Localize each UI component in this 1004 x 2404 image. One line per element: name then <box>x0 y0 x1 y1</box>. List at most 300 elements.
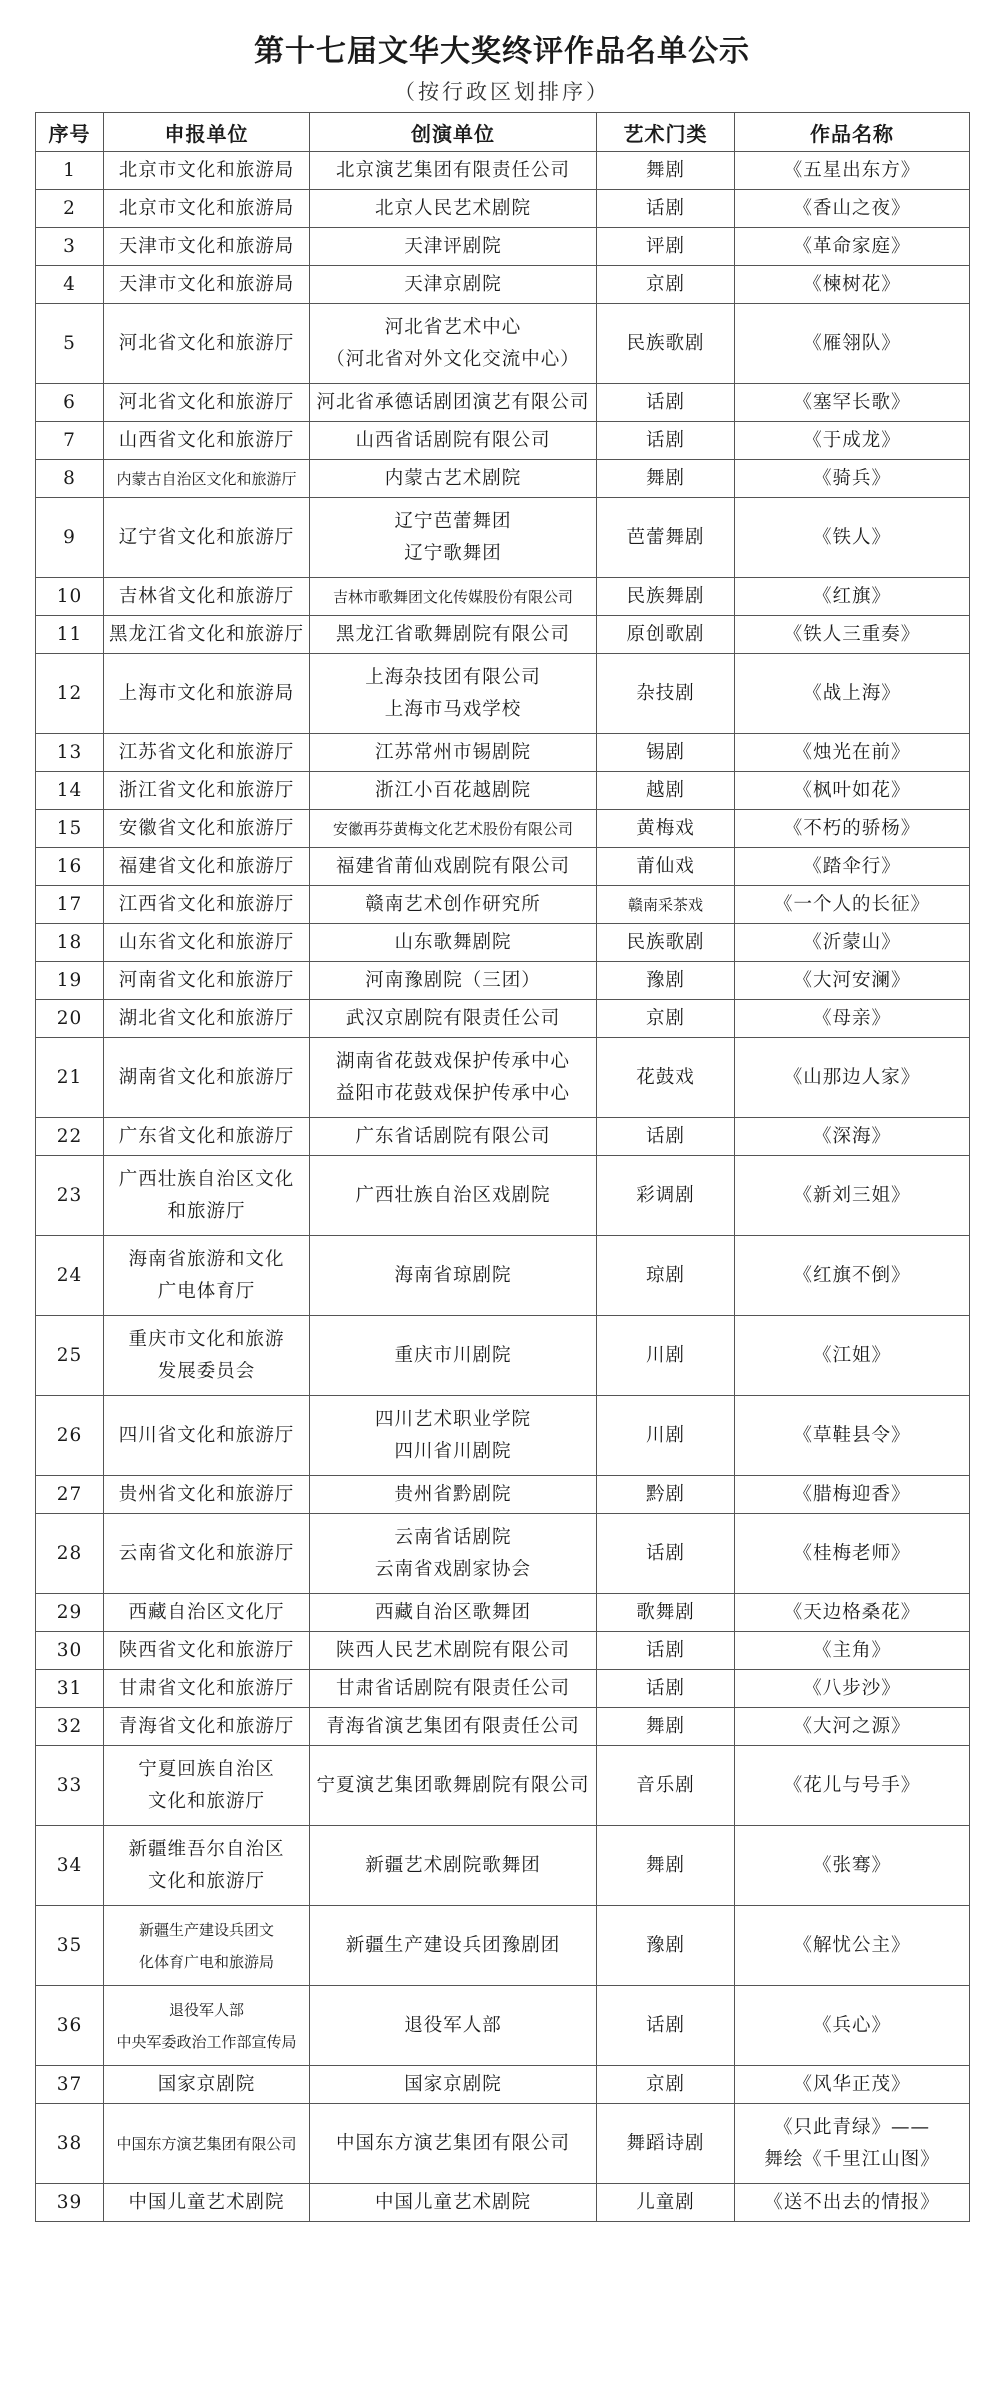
work-cell-line: 《塞罕长歌》 <box>793 391 911 413</box>
producer-cell-line: 武汉京剧院有限责任公司 <box>345 1007 561 1029</box>
work-cell-line: 《沂蒙山》 <box>803 931 901 953</box>
category-cell: 彩调剧 <box>597 1156 735 1236</box>
work-cell <box>735 1632 970 1670</box>
row-number: 2 <box>36 190 104 228</box>
producer-cell <box>310 616 597 654</box>
applicant-cell-line: 贵州省文化和旅游厅 <box>118 1483 295 1505</box>
category-cell: 越剧 <box>597 772 735 810</box>
producer-cell-line: 天津京剧院 <box>404 273 502 295</box>
row-number: 3 <box>36 228 104 266</box>
work-cell-line: 《红旗》 <box>812 585 891 607</box>
producer-cell-line: 西藏自治区歌舞团 <box>374 1601 531 1623</box>
applicant-cell <box>104 152 310 190</box>
work-cell-line: 《红旗不倒》 <box>793 1264 911 1286</box>
row-number: 37 <box>36 2066 104 2104</box>
category-cell: 锡剧 <box>597 734 735 772</box>
applicant-cell-line: 文化和旅游厅 <box>147 1870 265 1892</box>
producer-cell <box>310 848 597 886</box>
applicant-cell <box>104 228 310 266</box>
applicant-cell-line: 甘肃省文化和旅游厅 <box>118 1677 295 1699</box>
applicant-cell-line: 河北省文化和旅游厅 <box>118 332 295 354</box>
producer-cell <box>310 1986 597 2066</box>
producer-cell <box>310 304 597 384</box>
row-number: 28 <box>36 1514 104 1594</box>
category-cell: 话剧 <box>597 422 735 460</box>
producer-cell-line: 贵州省黔剧院 <box>394 1483 512 1505</box>
table-row <box>36 1708 970 1746</box>
row-number: 39 <box>36 2184 104 2222</box>
category-cell: 歌舞剧 <box>597 1594 735 1632</box>
producer-cell <box>310 1594 597 1632</box>
applicant-cell <box>104 460 310 498</box>
row-number: 23 <box>36 1156 104 1236</box>
applicant-cell-line: 文化和旅游厅 <box>147 1790 265 1812</box>
row-number: 11 <box>36 616 104 654</box>
work-cell <box>735 1156 970 1236</box>
work-cell-line: 《雁翎队》 <box>803 332 901 354</box>
applicant-cell-line: 吉林省文化和旅游厅 <box>118 585 295 607</box>
work-cell <box>735 2104 970 2184</box>
applicant-cell <box>104 1746 310 1826</box>
row-number: 32 <box>36 1708 104 1746</box>
producer-cell <box>310 654 597 734</box>
row-number: 8 <box>36 460 104 498</box>
table-row <box>36 460 970 498</box>
work-cell-line: 《江姐》 <box>812 1344 891 1366</box>
category-cell: 京剧 <box>597 1000 735 1038</box>
producer-cell <box>310 1826 597 1906</box>
applicant-cell-line: 湖北省文化和旅游厅 <box>118 1007 295 1029</box>
category-cell: 黔剧 <box>597 1476 735 1514</box>
category-cell: 话剧 <box>597 384 735 422</box>
category-cell: 赣南采茶戏 <box>597 886 735 924</box>
table-row <box>36 1826 970 1906</box>
category-cell: 话剧 <box>597 1670 735 1708</box>
applicant-cell-line: 云南省文化和旅游厅 <box>118 1542 295 1564</box>
producer-cell-line: 浙江小百花越剧院 <box>374 779 531 801</box>
producer-cell-line: 云南省戏剧家协会 <box>374 1558 531 1580</box>
table-row <box>36 2066 970 2104</box>
producer-cell-line: 四川艺术职业学院 <box>374 1408 531 1430</box>
producer-cell <box>310 1906 597 1986</box>
producer-cell-line: 赣南艺术创作研究所 <box>365 893 541 915</box>
producer-cell-line: 河南豫剧院（三团） <box>365 969 541 991</box>
work-cell <box>735 1476 970 1514</box>
category-cell: 评剧 <box>597 228 735 266</box>
table-row <box>36 422 970 460</box>
work-cell-line: 《八步沙》 <box>803 1677 901 1699</box>
applicant-cell <box>104 772 310 810</box>
work-cell-line: 舞绘《千里江山图》 <box>764 2148 940 2170</box>
producer-cell <box>310 1708 597 1746</box>
row-number: 35 <box>36 1906 104 1986</box>
header-work: 作品名称 <box>735 113 970 152</box>
applicant-cell-line: 北京市文化和旅游局 <box>118 197 295 219</box>
work-cell <box>735 228 970 266</box>
table-row <box>36 1670 970 1708</box>
producer-cell-line: 江苏常州市锡剧院 <box>374 741 531 763</box>
table-row <box>36 1236 970 1316</box>
applicant-cell-line: 山东省文化和旅游厅 <box>118 931 295 953</box>
category-cell: 舞剧 <box>597 152 735 190</box>
producer-cell <box>310 228 597 266</box>
applicant-cell-line: 和旅游厅 <box>167 1200 246 1222</box>
producer-cell-line: 吉林市歌舞团文化传媒股份有限公司 <box>332 587 573 606</box>
work-cell-line: 《腊梅迎香》 <box>793 1483 911 1505</box>
work-cell-line: 《大河安澜》 <box>793 969 911 991</box>
table-row <box>36 1316 970 1396</box>
applicant-cell <box>104 1316 310 1396</box>
work-cell <box>735 2184 970 2222</box>
applicant-cell-line: 广东省文化和旅游厅 <box>118 1125 295 1147</box>
producer-cell-line: 安徽再芬黄梅文化艺术股份有限公司 <box>332 819 573 838</box>
table-row <box>36 2184 970 2222</box>
applicant-cell-line: 广西壮族自治区文化 <box>118 1168 295 1190</box>
table-header-row <box>36 113 970 152</box>
applicant-cell-line: 发展委员会 <box>157 1360 256 1382</box>
work-cell-line: 《铁人三重奏》 <box>783 623 921 645</box>
producer-cell-line: 北京人民艺术剧院 <box>374 197 531 219</box>
applicant-cell <box>104 1986 310 2066</box>
row-number: 31 <box>36 1670 104 1708</box>
category-cell: 川剧 <box>597 1396 735 1476</box>
applicant-cell <box>104 422 310 460</box>
header-producer: 创演单位 <box>310 113 597 152</box>
row-number: 25 <box>36 1316 104 1396</box>
work-cell <box>735 654 970 734</box>
work-cell <box>735 1746 970 1826</box>
row-number: 13 <box>36 734 104 772</box>
table-row <box>36 1632 970 1670</box>
table-row <box>36 1000 970 1038</box>
work-cell-line: 《只此青绿》—— <box>773 2116 930 2138</box>
producer-cell <box>310 810 597 848</box>
work-cell-line: 《解忧公主》 <box>793 1934 911 1956</box>
row-number: 33 <box>36 1746 104 1826</box>
producer-cell-line: 益阳市花鼓戏保护传承中心 <box>335 1082 570 1104</box>
applicant-cell <box>104 1000 310 1038</box>
producer-cell <box>310 1632 597 1670</box>
row-number: 29 <box>36 1594 104 1632</box>
producer-cell-line: 重庆市川剧院 <box>394 1344 512 1366</box>
producer-cell-line: 山西省话剧院有限公司 <box>355 429 551 451</box>
work-cell <box>735 1986 970 2066</box>
producer-cell-line: 宁夏演艺集团歌舞剧院有限公司 <box>316 1774 590 1796</box>
producer-cell-line: 山东歌舞剧院 <box>394 931 512 953</box>
table-row <box>36 2104 970 2184</box>
applicant-cell <box>104 190 310 228</box>
work-cell <box>735 1826 970 1906</box>
work-cell <box>735 1316 970 1396</box>
producer-cell-line: 退役军人部 <box>404 2014 502 2036</box>
page-subtitle: （按行政区划排序） <box>394 80 610 104</box>
producer-cell-line: 四川省川剧院 <box>394 1440 512 1462</box>
producer-cell-line: 内蒙古艺术剧院 <box>384 467 522 489</box>
producer-cell <box>310 1396 597 1476</box>
applicant-cell <box>104 886 310 924</box>
row-number: 19 <box>36 962 104 1000</box>
work-cell <box>735 1236 970 1316</box>
applicant-cell-line: 新疆维吾尔自治区 <box>128 1838 285 1860</box>
producer-cell <box>310 962 597 1000</box>
work-cell-line: 《一个人的长征》 <box>773 893 930 915</box>
applicant-cell-line: 北京市文化和旅游局 <box>118 159 295 181</box>
work-cell-line: 《草鞋县令》 <box>793 1424 911 1446</box>
applicant-cell <box>104 924 310 962</box>
category-cell: 杂技剧 <box>597 654 735 734</box>
applicant-cell <box>104 654 310 734</box>
producer-cell-line: 海南省琼剧院 <box>394 1264 512 1286</box>
row-number: 38 <box>36 2104 104 2184</box>
work-cell-line: 《烛光在前》 <box>793 741 911 763</box>
work-cell <box>735 1594 970 1632</box>
row-number: 27 <box>36 1476 104 1514</box>
applicant-cell-line: 上海市文化和旅游局 <box>118 682 295 704</box>
applicant-cell <box>104 578 310 616</box>
row-number: 15 <box>36 810 104 848</box>
work-cell <box>735 304 970 384</box>
category-cell: 民族歌剧 <box>597 924 735 962</box>
applicant-cell-line: 中国儿童艺术剧院 <box>128 2191 285 2213</box>
producer-cell-line: 云南省话剧院 <box>394 1526 512 1548</box>
category-cell: 儿童剧 <box>597 2184 735 2222</box>
applicant-cell <box>104 1514 310 1594</box>
table-row <box>36 1396 970 1476</box>
row-number: 10 <box>36 578 104 616</box>
applicant-cell-line: 西藏自治区文化厅 <box>128 1601 285 1623</box>
applicant-cell-line: 新疆生产建设兵团文 <box>138 1920 274 1939</box>
producer-cell-line: 北京演艺集团有限责任公司 <box>335 159 570 181</box>
row-number: 18 <box>36 924 104 962</box>
work-cell <box>735 924 970 962</box>
table-row <box>36 848 970 886</box>
work-cell <box>735 1396 970 1476</box>
table-row <box>36 228 970 266</box>
work-cell <box>735 734 970 772</box>
work-cell-line: 《新刘三姐》 <box>793 1184 911 1206</box>
applicant-cell-line: 化体育广电和旅游局 <box>138 1952 274 1971</box>
producer-cell <box>310 1746 597 1826</box>
producer-cell-line: 甘肃省话剧院有限责任公司 <box>335 1677 570 1699</box>
applicant-cell <box>104 1906 310 1986</box>
row-number: 21 <box>36 1038 104 1118</box>
work-cell-line: 《香山之夜》 <box>793 197 911 219</box>
work-cell-line: 《深海》 <box>812 1125 891 1147</box>
table-row <box>36 578 970 616</box>
producer-cell <box>310 886 597 924</box>
applicant-cell-line: 宁夏回族自治区 <box>138 1758 275 1780</box>
producer-cell-line: 青海省演艺集团有限责任公司 <box>326 1715 580 1737</box>
work-cell <box>735 578 970 616</box>
producer-cell-line: 黑龙江省歌舞剧院有限公司 <box>335 623 570 645</box>
applicant-cell <box>104 962 310 1000</box>
work-cell <box>735 1118 970 1156</box>
work-cell-line: 《母亲》 <box>812 1007 891 1029</box>
table-row <box>36 734 970 772</box>
work-cell-line: 《枫叶如花》 <box>793 779 911 801</box>
producer-cell <box>310 460 597 498</box>
work-cell <box>735 1514 970 1594</box>
work-cell-line: 《天边格桑花》 <box>783 1601 921 1623</box>
producer-cell <box>310 924 597 962</box>
row-number: 7 <box>36 422 104 460</box>
row-number: 5 <box>36 304 104 384</box>
work-cell-line: 《铁人》 <box>812 526 891 548</box>
work-cell <box>735 1038 970 1118</box>
work-cell <box>735 152 970 190</box>
table-row <box>36 772 970 810</box>
category-cell: 豫剧 <box>597 1906 735 1986</box>
work-cell-line: 《战上海》 <box>803 682 901 704</box>
producer-cell <box>310 1476 597 1514</box>
applicant-cell <box>104 1708 310 1746</box>
work-cell-line: 《风华正茂》 <box>793 2073 911 2095</box>
applicant-cell <box>104 2104 310 2184</box>
applicant-cell-line: 天津市文化和旅游局 <box>118 235 295 257</box>
producer-cell <box>310 1000 597 1038</box>
category-cell: 话剧 <box>597 1118 735 1156</box>
applicant-cell-line: 湖南省文化和旅游厅 <box>118 1066 295 1088</box>
category-cell: 舞剧 <box>597 460 735 498</box>
work-cell <box>735 1708 970 1746</box>
producer-cell <box>310 1118 597 1156</box>
producer-cell <box>310 772 597 810</box>
producer-cell <box>310 266 597 304</box>
producer-cell <box>310 578 597 616</box>
table-body <box>36 152 970 2222</box>
category-cell: 舞蹈诗剧 <box>597 2104 735 2184</box>
row-number: 1 <box>36 152 104 190</box>
work-cell-line: 《兵心》 <box>812 2014 891 2036</box>
applicant-cell-line: 海南省旅游和文化 <box>128 1248 285 1270</box>
applicant-cell-line: 辽宁省文化和旅游厅 <box>118 526 295 548</box>
row-number: 4 <box>36 266 104 304</box>
work-cell-line: 《花儿与号手》 <box>783 1774 921 1796</box>
work-cell <box>735 1906 970 1986</box>
producer-cell-line: 湖南省花鼓戏保护传承中心 <box>335 1050 570 1072</box>
work-cell <box>735 422 970 460</box>
table-row <box>36 654 970 734</box>
category-cell: 京剧 <box>597 2066 735 2104</box>
table-row <box>36 1906 970 1986</box>
table-row <box>36 962 970 1000</box>
table-row <box>36 1986 970 2066</box>
applicant-cell <box>104 734 310 772</box>
table-row <box>36 1746 970 1826</box>
work-cell-line: 《于成龙》 <box>803 429 901 451</box>
producer-cell-line: 河北省艺术中心 <box>384 316 522 338</box>
work-cell-line: 《五星出东方》 <box>783 159 921 181</box>
applicant-cell-line: 浙江省文化和旅游厅 <box>118 779 295 801</box>
row-number: 16 <box>36 848 104 886</box>
applicant-cell <box>104 384 310 422</box>
producer-cell <box>310 2066 597 2104</box>
applicant-cell <box>104 848 310 886</box>
row-number: 12 <box>36 654 104 734</box>
header-applicant: 申报单位 <box>104 113 310 152</box>
work-cell-line: 《踏伞行》 <box>803 855 901 877</box>
applicant-cell <box>104 1670 310 1708</box>
applicant-cell <box>104 810 310 848</box>
work-cell-line: 《桂梅老师》 <box>793 1542 911 1564</box>
row-number: 14 <box>36 772 104 810</box>
work-cell <box>735 616 970 654</box>
work-cell <box>735 1670 970 1708</box>
applicant-cell <box>104 1594 310 1632</box>
applicant-cell <box>104 2184 310 2222</box>
producer-cell <box>310 1514 597 1594</box>
producer-cell-line: 新疆艺术剧院歌舞团 <box>365 1854 541 1876</box>
row-number: 9 <box>36 498 104 578</box>
applicant-cell-line: 四川省文化和旅游厅 <box>118 1424 295 1446</box>
work-cell <box>735 190 970 228</box>
applicant-cell <box>104 616 310 654</box>
producer-cell <box>310 1670 597 1708</box>
table-row <box>36 384 970 422</box>
applicant-cell-line: 国家京剧院 <box>157 2073 256 2095</box>
category-cell: 话剧 <box>597 1514 735 1594</box>
category-cell: 川剧 <box>597 1316 735 1396</box>
applicant-cell <box>104 1156 310 1236</box>
row-number: 26 <box>36 1396 104 1476</box>
category-cell: 豫剧 <box>597 962 735 1000</box>
table-row <box>36 498 970 578</box>
table-row <box>36 152 970 190</box>
producer-cell-line: 中国儿童艺术剧院 <box>374 2191 531 2213</box>
producer-cell <box>310 1038 597 1118</box>
work-cell-line: 《不朽的骄杨》 <box>783 817 921 839</box>
applicant-cell-line: 河北省文化和旅游厅 <box>118 391 295 413</box>
work-cell <box>735 886 970 924</box>
row-number: 22 <box>36 1118 104 1156</box>
category-cell: 莆仙戏 <box>597 848 735 886</box>
applicant-cell-line: 内蒙古自治区文化和旅游厅 <box>116 469 297 488</box>
producer-cell <box>310 190 597 228</box>
work-cell <box>735 848 970 886</box>
work-cell <box>735 2066 970 2104</box>
producer-cell-line: 广西壮族自治区戏剧院 <box>355 1184 551 1206</box>
work-cell <box>735 384 970 422</box>
category-cell: 花鼓戏 <box>597 1038 735 1118</box>
producer-cell <box>310 1156 597 1236</box>
work-cell <box>735 962 970 1000</box>
applicant-cell <box>104 1038 310 1118</box>
producer-cell-line: 国家京剧院 <box>404 2073 502 2095</box>
producer-cell <box>310 2184 597 2222</box>
work-cell-line: 《主角》 <box>812 1639 891 1661</box>
producer-cell <box>310 498 597 578</box>
producer-cell-line: 陕西人民艺术剧院有限公司 <box>335 1639 570 1661</box>
producer-cell <box>310 1316 597 1396</box>
applicant-cell <box>104 1396 310 1476</box>
producer-cell-line: 天津评剧院 <box>404 235 502 257</box>
applicant-cell-line: 福建省文化和旅游厅 <box>118 855 295 877</box>
table-row <box>36 266 970 304</box>
row-number: 6 <box>36 384 104 422</box>
applicant-cell <box>104 304 310 384</box>
producer-cell <box>310 734 597 772</box>
category-cell: 民族歌剧 <box>597 304 735 384</box>
applicant-cell-line: 重庆市文化和旅游 <box>128 1328 285 1350</box>
category-cell: 舞剧 <box>597 1826 735 1906</box>
category-cell: 民族舞剧 <box>597 578 735 616</box>
table-row <box>36 1476 970 1514</box>
table-row <box>36 1514 970 1594</box>
category-cell: 原创歌剧 <box>597 616 735 654</box>
producer-cell-line: 河北省承德话剧团演艺有限公司 <box>316 391 590 413</box>
category-cell: 琼剧 <box>597 1236 735 1316</box>
applicant-cell-line: 山西省文化和旅游厅 <box>118 429 295 451</box>
